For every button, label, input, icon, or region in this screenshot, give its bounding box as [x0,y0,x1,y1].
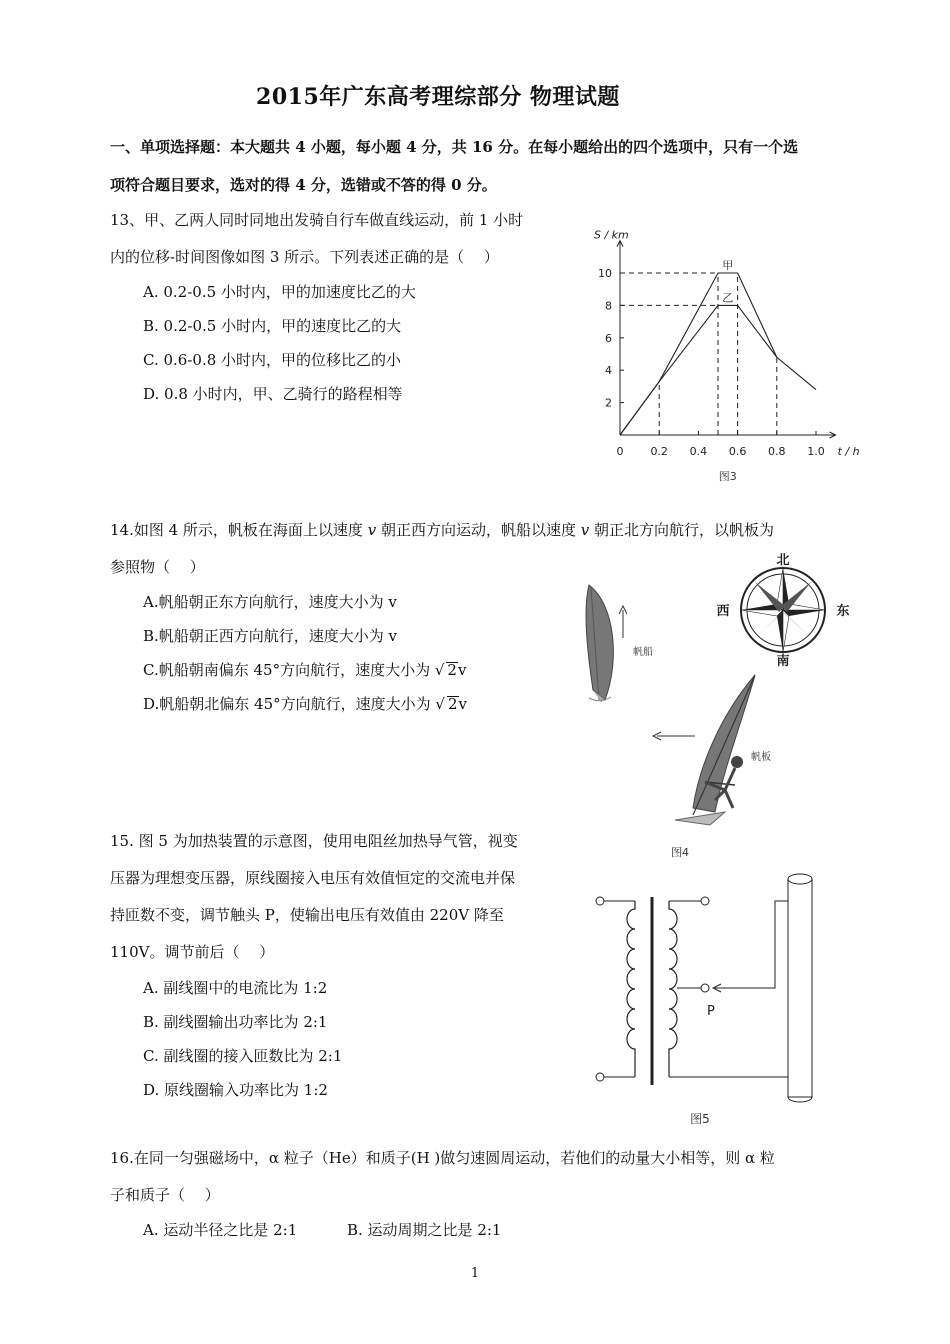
q15-option-b: B. 副线圈输出功率比为 2:1 [143,1013,328,1031]
figure-5-transformer [585,865,845,1130]
figure-4 [575,550,865,865]
series-line-yi [620,305,777,435]
q14-option-c-unit: v [457,661,467,679]
q14-stem-line1 [110,519,774,540]
section-header-line2: 项符合题目要求，选对的得 4 分，选错或不答的得 0 分。 [110,176,497,194]
q15-stem-line2: 压器为理想变压器，原线圈接入电压有效值恒定的交流电并保 [110,869,516,887]
y-tick-label: 4 [605,364,612,378]
x-tick-label: 0.4 [689,445,708,458]
q13-option-c: C. 0.6-0.8 小时内，甲的位移比乙的小 [143,351,402,369]
heating-tube [788,874,812,1102]
page-title: 2015年广东高考理综部分 物理试题 [256,84,620,110]
compass-south-label: 南 [776,654,790,669]
q14-stem-b: 朝正西方向运动，帆船以速度 [376,521,581,539]
compass-rose [741,568,825,652]
q14-stem-c: 朝正北方向航行，以帆板为 [589,521,775,539]
secondary-coil [669,901,677,1077]
q15-option-a: A. 副线圈中的电流比为 1:2 [143,979,328,997]
figure-3-chart [590,228,890,493]
q14-option-d-unit: v [458,695,467,713]
y-tick-label: 6 [605,331,612,345]
x-tick-label: 0 [616,445,624,458]
x-tick-label: 1.0 [807,445,825,458]
q15-stem-line1: 15. 图 5 为加热装置的示意图，使用电阻丝加热导气管，视变 [110,832,518,850]
q16-stem-line1: 16.在同一匀强磁场中，α 粒子（He）和质子(H )做匀速圆周运动，若他们的动量大小相等，则 α 粒 [110,1149,775,1167]
x-axis-label: t / h [837,445,860,458]
sailboat-label: 帆船 [633,647,653,658]
secondary-terminal-top [701,897,709,905]
q13-stem-line1: 13、甲、乙两人同时同地出发骑自行车做直线运动，前 1 小时 [110,211,524,229]
primary-terminal-bottom [596,1073,604,1081]
figure-4-caption: 图4 [671,846,689,859]
q14-option-d: D.帆船朝北偏东 45°方向航行，速度大小为 √ 2v [143,695,467,713]
primary-coil [627,901,635,1077]
x-tick-label: 0.2 [650,445,668,458]
series-label-yi: 乙 [722,291,734,305]
q16-option-a: A. 运动半径之比是 2:1 [143,1221,298,1239]
q15-option-c: C. 副线圈的接入匝数比为 2:1 [143,1047,343,1065]
compass-north-label: 北 [776,553,790,568]
q14-stem-a: 14.如图 4 所示，帆板在海面上以速度 [110,521,368,539]
q14-stem-line2: 参照物（ ） [110,558,205,576]
figure-3-caption: 图3 [718,470,737,483]
page-number: 1 [470,1266,480,1281]
q14-option-c: C.帆船朝南偏东 45°方向航行，速度大小为 √ 2v [143,661,467,679]
q15-stem-line3: 持匝数不变，调节触头 P，使输出电压有效值由 220V 降至 [110,906,504,924]
q13-stem-line2: 内的位移-时间图像如图 3 所示。下列表述正确的是（ ） [110,248,499,266]
q14-option-d-sqrt: 2 [447,695,458,713]
q16-option-b: B. 运动周期之比是 2:1 [347,1221,502,1239]
q14-option-b: B.帆船朝正西方向航行，速度大小为 v [143,627,398,645]
y-axis-label: S / km [594,228,629,242]
q14-option-a: A.帆船朝正东方向航行，速度大小为 v [143,593,397,611]
y-tick-label: 8 [605,299,612,313]
q14-option-c-sqrt: 2 [447,661,457,679]
q16-stem-line2: 子和质子（ ） [110,1186,220,1204]
q14-option-c-text: C.帆船朝南偏东 45°方向航行，速度大小为 [143,661,435,679]
compass-east-label: 东 [836,604,850,619]
compass-west-label: 西 [716,604,730,619]
q14-v1: v [367,521,377,539]
q14-option-d-text: D.帆船朝北偏东 45°方向航行，速度大小为 [143,695,436,713]
q15-option-d: D. 原线圈输入功率比为 1:2 [143,1081,328,1099]
q13-option-b: B. 0.2-0.5 小时内，甲的速度比乙的大 [143,317,402,335]
windsurfer-illustration [675,675,755,825]
y-tick-label: 10 [598,267,612,280]
y-tick-label: 2 [605,396,612,410]
q13-option-d: D. 0.8 小时内，甲、乙骑行的路程相等 [143,385,403,403]
x-tick-label: 0.8 [768,445,786,458]
section-header-line1: 一、单项选择题：本大题共 4 小题，每小题 4 分，共 16 分。在每小题给出的四个选项中，只有一个选 [110,138,799,156]
x-tick-label: 0.6 [728,445,747,458]
q13-option-a: A. 0.2-0.5 小时内，甲的加速度比乙的大 [143,283,416,301]
sailboat-illustration [586,585,613,702]
series-label-jia: 甲 [722,259,734,272]
tap-p-label: P [707,1004,715,1019]
figure-5-caption: 图5 [690,1112,710,1126]
q15-stem-line4: 110V。调节前后（ ） [110,943,275,961]
windsurfer-label: 帆板 [751,752,771,763]
q14-v2: v [580,521,590,539]
tap-contact-p [701,984,709,992]
primary-terminal-top [596,897,604,905]
